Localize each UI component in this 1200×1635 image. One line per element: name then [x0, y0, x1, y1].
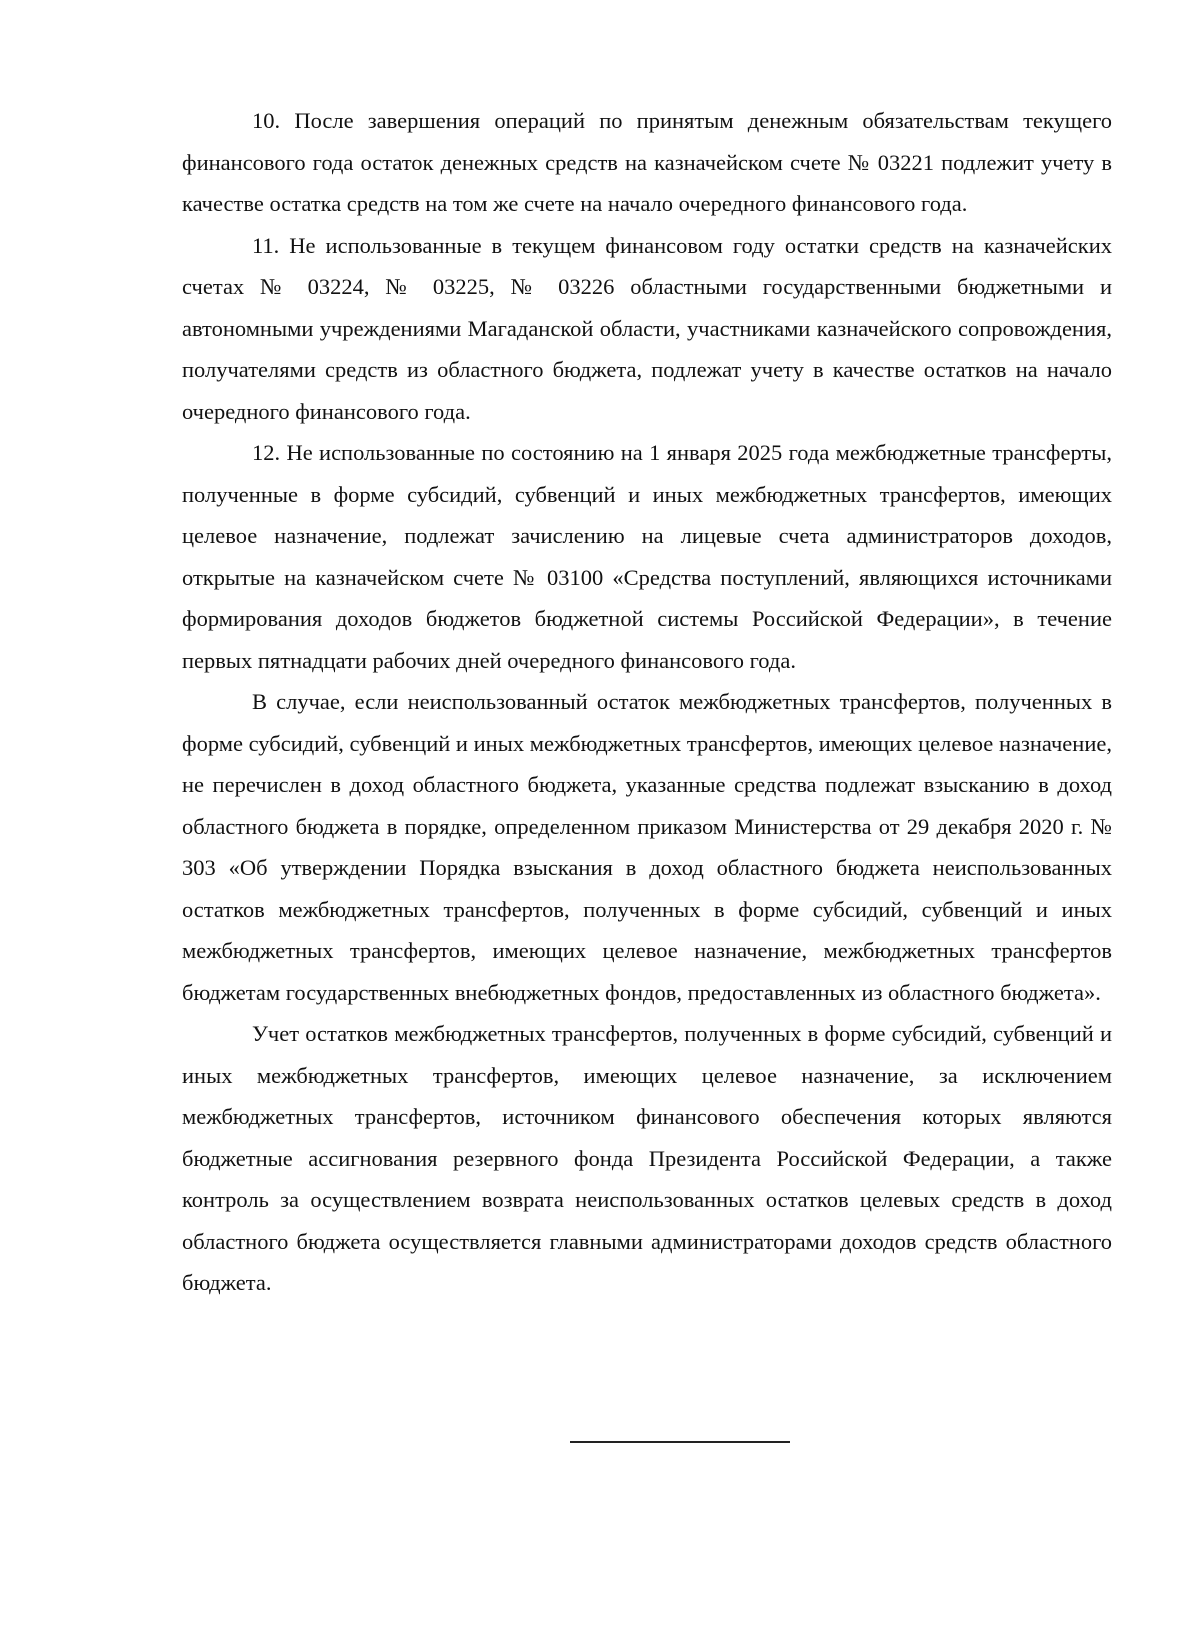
- document-body: [182, 100, 1112, 1304]
- paragraph-10: 10. После завершения операций по принятым денежным обязательствам текущего финансового года остаток денежных средств на казначейском счете № 03221 подлежит учету в качестве остатка средств на том же счете на начало очередного финансового года.: [182, 108, 1112, 216]
- paragraph-12-balance-accounting: Учет остатков межбюджетных трансфертов, полученных в форме субсидий, субвенций и иных межбюджетных трансфертов, имеющих целевое назначение, за исключением межбюджетных трансфертов, источником финансового обеспечения которых являются бюджетные ассигнования резервного фонда Президента Российской Федерации, а также контроль за осуществлением возврата неиспользованных остатков целевых средств в доход областного бюджета осуществляется главными администраторами доходов средств областного бюджета.: [182, 1021, 1112, 1295]
- paragraph-11: 11. Не использованные в текущем финансовом году остатки средств на казначейских счетах № 03224, № 03225, № 03226 областными государственными бюджетными и автономными учреждениями Магаданской области, участниками казначейского сопровождения, получателями средств из областного бюджета, подлежат учету в качестве остатков на начало очередного финансового года.: [182, 232, 1112, 424]
- paragraph-12: 12. Не использованные по состоянию на 1 января 2025 года межбюджетные трансферты, полученные в форме субсидий, субвенций и иных межбюджетных трансфертов, имеющих целевое назначение, подлежат зачислению на лицевые счета администраторов доходов, открытые на казначейском счете № 03100 «Средства поступлений, являющихся источниками формирования доходов бюджетов бюджетной системы Российской Федерации», в течение первых пятнадцати рабочих дней очередного финансового года.: [182, 440, 1112, 673]
- paragraph-12-unused-balance-case: В случае, если неиспользованный остаток межбюджетных трансфертов, полученных в форме субсидий, субвенций и иных межбюджетных трансфертов, имеющих целевое назначение, не перечислен в доход областного бюджета, указанные средства подлежат взысканию в доход областного бюджета в порядке, определенном приказом Министерства от 29 декабря 2020 г. № 303 «Об утверждении Порядка взыскания в доход областного бюджета неиспользованных остатков межбюджетных трансфертов, полученных в форме субсидий, субвенций и иных межбюджетных трансфертов, имеющих целевое назначение, межбюджетных трансфертов бюджетам государственных внебюджетных фондов, предоставленных из областного бюджета».: [182, 689, 1112, 1005]
- end-of-text-divider: [570, 1441, 790, 1443]
